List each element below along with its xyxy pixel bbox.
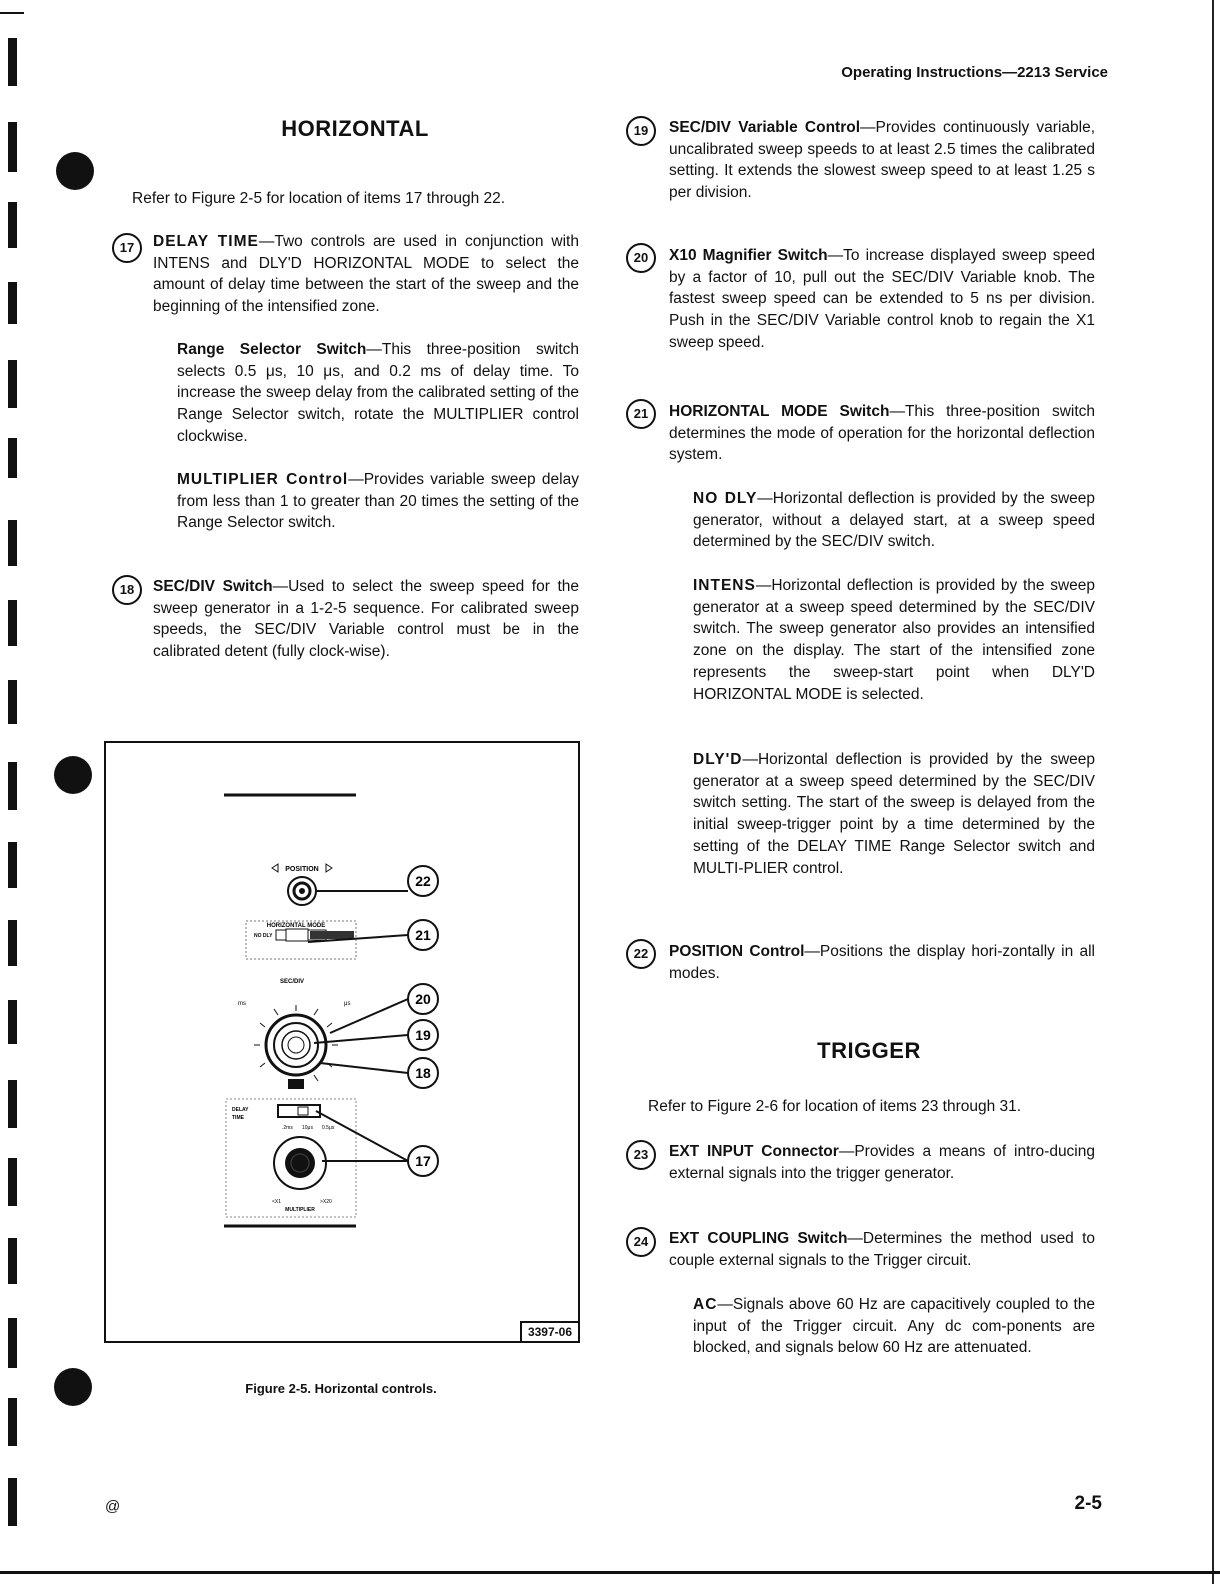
multiplier-label: MULTIPLIER Control — [177, 471, 349, 488]
item-number-18: 18 — [112, 575, 142, 605]
item-18-text: —Used to select the sweep speed for the sweep generator in a 1-2-5 sequence. For calibrated sweep speeds, the SEC/DIV Variable control must be in the calibrated detent (fully clock-wise). — [153, 578, 579, 661]
figure-2-5 — [104, 741, 580, 1343]
x1-label: <X1 — [272, 1199, 282, 1205]
nodly-text: —Horizontal deflection is provided by the sweep generator, without a delayed start, at a sweep speed determined by the SEC/DIV switch. — [693, 490, 1095, 551]
item-18-label: SEC/DIV Switch — [153, 578, 273, 595]
item-24 — [669, 1228, 1095, 1271]
callout-line-19 — [314, 1035, 408, 1043]
item-21-label: HORIZONTAL MODE Switch — [669, 403, 890, 420]
us-label: μs — [344, 1001, 351, 1007]
ac-text: —Signals above 60 Hz are capacitively coupled to the input of the Trigger circuit. Any dc com-ponents are blocked, and signals below 60 Hz are attenuated. — [693, 1296, 1095, 1357]
range-selector-lever — [298, 1107, 308, 1115]
mode-nodly: NO DLY — [254, 933, 273, 939]
ms-label: ms — [238, 1001, 246, 1007]
dlyd-para — [693, 749, 1095, 879]
item-17-label: DELAY TIME — [153, 233, 259, 250]
item-23-label: EXT INPUT Connector — [669, 1143, 839, 1160]
callout-line-17a — [316, 1111, 408, 1161]
item-20 — [669, 245, 1095, 354]
item-20-label: X10 Magnifier Switch — [669, 247, 828, 264]
section-heading-trigger: TRIGGER — [817, 1038, 921, 1063]
scan-edge-line — [0, 12, 24, 14]
position-label: POSITION — [285, 866, 319, 873]
section-heading-horizontal: HORIZONTAL — [281, 116, 429, 141]
range-2: 0.5μs — [322, 1125, 335, 1131]
callout-17: 17 — [415, 1153, 431, 1169]
page-number: 2-5 — [1074, 1493, 1102, 1514]
dlyd-label: DLY'D — [693, 751, 743, 768]
item-number-17: 17 — [112, 233, 142, 263]
ac-para — [693, 1294, 1095, 1359]
footer-mark: @ — [105, 1498, 121, 1515]
page-header: Operating Instructions—2213 Service — [841, 64, 1108, 81]
item-18 — [153, 576, 579, 663]
callout-22: 22 — [415, 873, 431, 889]
callout-line-20 — [330, 999, 408, 1033]
item-19 — [669, 117, 1095, 204]
delay-label: DELAY — [232, 1107, 249, 1113]
item-24-label: EXT COUPLING Switch — [669, 1230, 848, 1247]
item-number-19: 19 — [626, 116, 656, 146]
callout-line-18 — [320, 1063, 408, 1073]
secdiv-variable-knob — [282, 1031, 310, 1059]
item-19-text: —Provides continuously variable, uncalibrated sweep speeds to at least 2.5 times the calibrated setting. It extends the slowest sweep speed to at least 1.25 s per division. — [669, 119, 1096, 202]
figure-id: 3397-06 — [520, 1321, 578, 1341]
mode-label: HORIZONTAL MODE — [266, 923, 326, 929]
item-number-23: 23 — [626, 1140, 656, 1170]
intens-text: —Horizontal deflection is provided by the sweep generator at a sweep speed determined by the SEC/DIV switch. The sweep generator also provides an intensified zone on the display. The start of the intensified zone represents the sweep-start point when DLY'D HORIZONTAL MODE is selected. — [693, 577, 1095, 703]
item-21-text: —This three-position switch determines the mode of operation for the horizontal deflection system. — [669, 403, 1096, 464]
range-0: .2ms — [282, 1125, 293, 1131]
range-text: —This three-position switch selects 0.5 μs, 10 μs, and 0.2 ms of delay time. To increase the sweep delay from the calibrated setting of the Range Selector switch, rotate the MULTIPLIER control clockwise. — [177, 341, 580, 445]
item-number-24: 24 — [626, 1227, 656, 1257]
range-label: Range Selector Switch — [177, 341, 367, 358]
multiplier-label-fig: MULTIPLIER — [285, 1207, 315, 1213]
figure-caption: Figure 2-5. Horizontal controls. — [245, 1381, 437, 1396]
item-24-text: —Determines the method used to couple external signals to the Trigger circuit. — [669, 1230, 1095, 1269]
item-22-text: —Positions the display hori-zontally in all modes. — [669, 943, 1096, 982]
scan-edge-line — [0, 1571, 1220, 1574]
secdiv-label: SEC/DIV — [279, 979, 305, 985]
nodly-label: NO DLY — [693, 490, 758, 507]
callout-18: 18 — [415, 1065, 431, 1081]
item-23-text: —Provides a means of intro-ducing external signals into the trigger generator. — [669, 1143, 1095, 1182]
intens-label: INTENS — [693, 577, 756, 594]
x20-label: >X20 — [320, 1199, 332, 1205]
time-label: TIME — [232, 1115, 244, 1121]
item-17-text: —Two controls are used in conjunction with INTENS and DLY'D HORIZONTAL MODE to select the amount of delay time between the start of the sweep and the beginning of the intensified zone. — [153, 233, 579, 316]
item-number-22: 22 — [626, 939, 656, 969]
left-column — [120, 118, 590, 140]
mode-switch-lever — [286, 929, 308, 941]
scan-edge-line — [1212, 0, 1214, 1584]
multiplier-para — [177, 469, 579, 534]
item-number-20: 20 — [626, 243, 656, 273]
ac-label: AC — [693, 1296, 718, 1313]
callout-19: 19 — [415, 1027, 431, 1043]
secdiv-pointer — [288, 1079, 304, 1089]
range-selector-para — [177, 339, 579, 448]
item-22-label: POSITION Control — [669, 943, 805, 960]
intens-para — [693, 575, 1095, 705]
callout-21: 21 — [415, 927, 431, 943]
nodly-para — [693, 488, 1095, 553]
item-22 — [669, 941, 1095, 984]
item-17 — [153, 231, 579, 318]
item-number-21: 21 — [626, 399, 656, 429]
item-23 — [669, 1141, 1095, 1184]
multiplier-knob — [285, 1148, 315, 1178]
mode-switch-texture — [310, 931, 354, 939]
item-20-text: —To increase displayed sweep speed by a factor of 10, pull out the SEC/DIV Variable knob. The fastest sweep speed can be extended to 5 ns per division. Push in the SEC/DIV Variable control knob to regain the X1 sweep speed. — [669, 247, 1095, 351]
trigger-heading-wrap — [640, 1040, 1098, 1062]
range-1: 10μs — [302, 1125, 313, 1131]
trigger-intro — [648, 1096, 1098, 1118]
callout-20: 20 — [415, 991, 431, 1007]
horizontal-intro — [132, 188, 582, 210]
trigger-intro-text: Refer to Figure 2-6 for location of items 23 through 31. — [648, 1098, 1022, 1115]
item-19-label: SEC/DIV Variable Control — [669, 119, 861, 136]
multiplier-text: —Provides variable sweep delay from less than 1 to greater than 20 times the setting of the Range Selector switch. — [177, 471, 579, 532]
dlyd-text: —Horizontal deflection is provided by the sweep generator at a sweep speed determined by the SEC/DIV switch setting. The start of the sweep is delayed from the initial sweep-trigger point by a time determined by the setting of the DELAY TIME Range Selector switch and MULTI-PLIER control. — [693, 751, 1095, 877]
horizontal-controls-drawing — [106, 743, 578, 1341]
item-21 — [669, 401, 1095, 466]
intro-text: Refer to Figure 2-5 for location of items 17 through 22. — [132, 190, 506, 207]
